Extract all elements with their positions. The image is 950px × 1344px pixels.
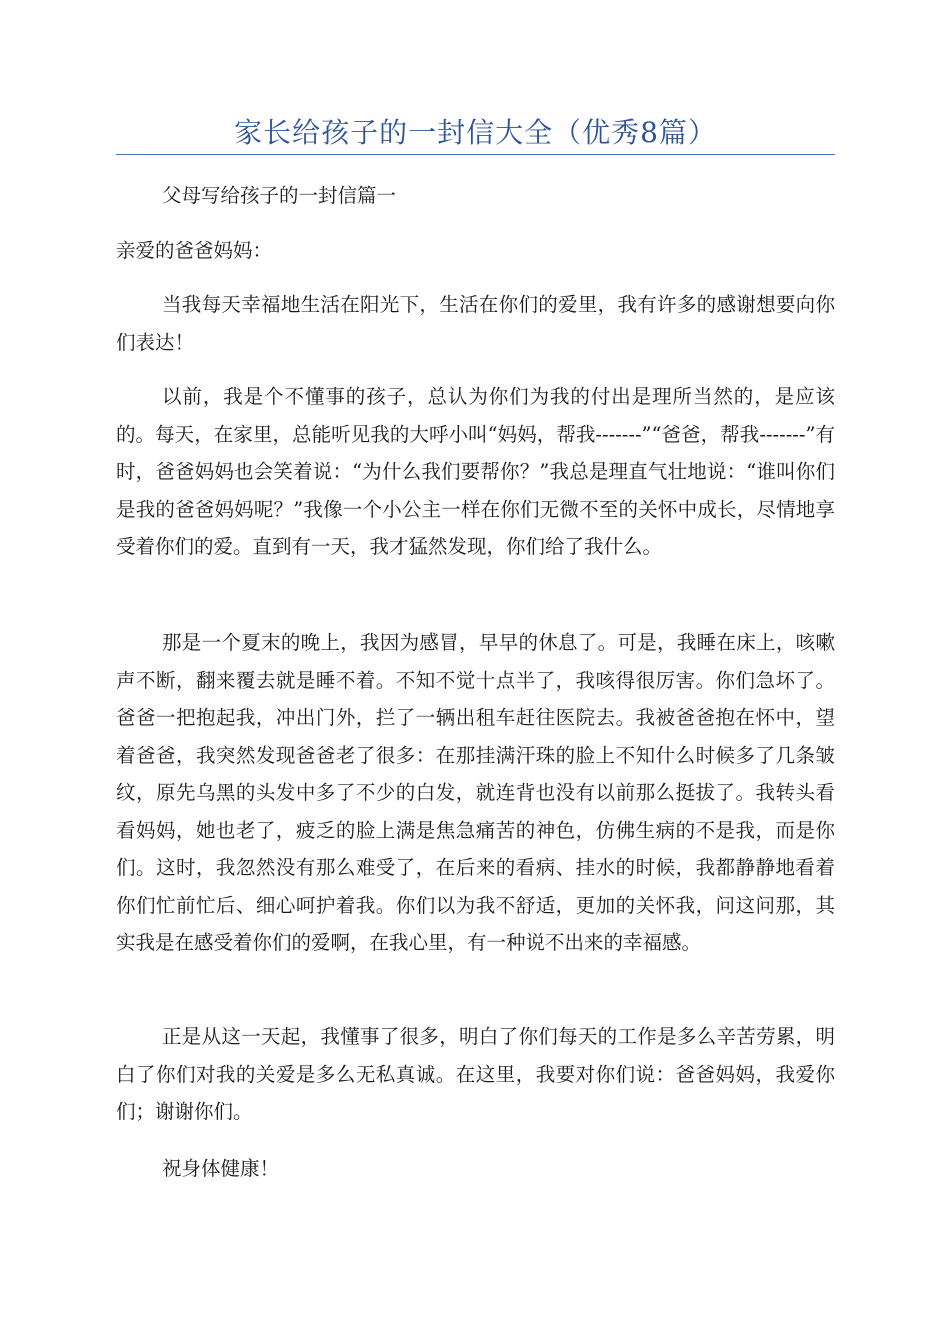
- paragraph-2: 以前，我是个不懂事的孩子，总认为你们为我的付出是理所当然的，是应该的。每天，在家里，总能听见我的大呼小叫“妈妈，帮我-------”“爸爸，帮我-------”有时，爸爸妈妈也会笑着说：“为什么我们要帮你？”我总是理直气壮地说：“谁叫你们是我的爸爸妈妈呢？”我像一个小公主一样在你们无微不至的关怀中成长，尽情地享受着你们的爱。直到有一天，我才猛然发现，你们给了我什么。: [116, 385, 835, 558]
- title-underline: [116, 154, 835, 155]
- section-heading: 父母写给孩子的一封信篇一: [162, 184, 397, 207]
- paragraph-5-closing: 祝身体健康！: [162, 1157, 280, 1180]
- paragraph-4: 正是从这一天起，我懂事了很多，明白了你们每天的工作是多么辛苦劳累，明白了你们对我的关爱是多么无私真诚。在这里，我要对你们说：爸爸妈妈，我爱你们；谢谢你们。: [116, 1025, 835, 1123]
- document-title: 家长给孩子的一封信大全（优秀8篇）: [234, 116, 717, 149]
- paragraph-1: 当我每天幸福地生活在阳光下，生活在你们的爱里，我有许多的感谢想要向你们表达！: [116, 293, 835, 354]
- paragraph-3: 那是一个夏末的晚上，我因为感冒，早早的休息了。可是，我睡在床上，咳嗽声不断，翻来覆去就是睡不着。不知不觉十点半了，我咳得很厉害。你们急坏了。爸爸一把抱起我，冲出门外，拦了一辆出租车赶往医院去。我被爸爸抱在怀中，望着爸爸，我突然发现爸爸老了很多：在那挂满汗珠的脸上不知什么时候多了几条皱纹，原先乌黑的头发中多了不少的白发，就连背也没有以前那么挺拔了。我转头看看妈妈，她也老了，疲乏的脸上满是焦急痛苦的神色，仿佛生病的不是我，而是你们。这时，我忽然没有那么难受了，在后来的看病、挂水的时候，我都静静地看着你们忙前忙后、细心呵护着我。你们以为我不舒适，更加的关怀我，问这问那，其实我是在感受着你们的爱啊，在我心里，有一种说不出来的幸福感。: [116, 631, 835, 954]
- salutation: 亲爱的爸爸妈妈：: [116, 239, 273, 262]
